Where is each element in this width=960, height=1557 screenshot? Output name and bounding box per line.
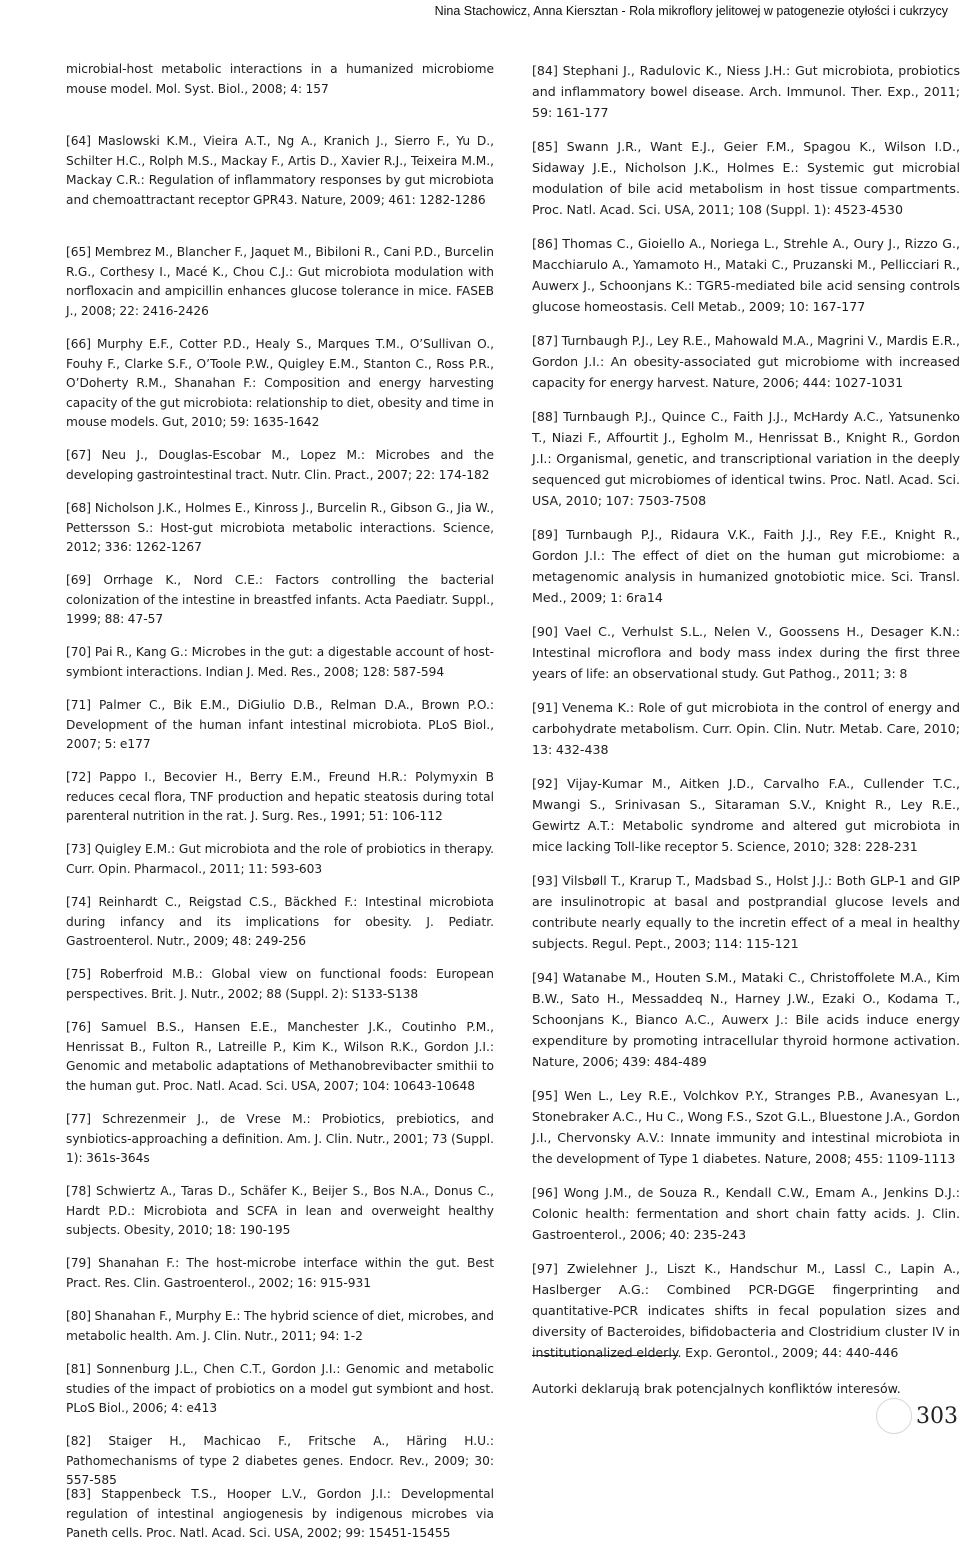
reference-78: [78] Schwiertz A., Taras D., Schäfer K., Beijer S., Bos N.A., Donus C., Hardt P.D.: Microbiota and SCFA in lean and overweight healthy subjects. Obesity, 2010; 18: 190-195 [66, 1184, 494, 1237]
reference-72: [72] Pappo I., Becovier H., Berry E.M., Freund H.R.: Polymyxin B reduces cecal flora, TNF production and hepatic steatosis during total parenteral nutrition in the rat. J. Surg. Res., 1991; 51: 106-112 [66, 770, 494, 823]
reference-88: [88] Turnbaugh P.J., Quince C., Faith J.J., McHardy A.C., Yatsunenko T., Niazi F., Affourtit J., Egholm M., Henrissat B., Knight R., Gordon J.I.: Organismal, genetic, and transcriptional variation in the deeply sequenced gut microbiomes of identical twins. Proc. Natl. Acad. Sci. USA, 2010; 107: 7503-7508 [532, 409, 960, 508]
reference-87: [87] Turnbaugh P.J., Ley R.E., Mahowald M.A., Magrini V., Mardis E.R., Gordon J.I.: An obesity-associated gut microbiome with increased capacity for energy harvest. Nature, 2006; 444: 1027-1031 [532, 333, 960, 390]
reference-column-right [532, 60, 960, 1399]
reference-92: [92] Vijay-Kumar M., Aitken J.D., Carvalho F.A., Cullender T.C., Mwangi S., Srinivasan S., Sitaraman S.V., Knight R., Ley R.E., Gewirtz A.T.: Metabolic syndrome and altered gut microbiota in mice lacking Toll-like receptor 5. Science, 2010; 328: 228-231 [532, 776, 960, 854]
reference-74: [74] Reinhardt C., Reigstad C.S., Bäckhed F.: Intestinal microbiota during infancy and its implications for obesity. J. Pediatr. Gastroenterol. Nutr., 2009; 48: 249-256 [66, 895, 494, 948]
reference-82: [82] Staiger H., Machicao F., Fritsche A., Häring H.U.: Pathomechanisms of type 2 diabetes genes. Endocr. Rev., 2009; 30: 557-585 [66, 1434, 494, 1487]
reference-84: [84] Stephani J., Radulovic K., Niess J.H.: Gut microbiota, probiotics and inflammatory bowel disease. Arch. Immunol. Ther. Exp., 2011; 59: 161-177 [532, 63, 960, 120]
reference-76: [76] Samuel B.S., Hansen E.E., Manchester J.K., Coutinho P.M., Henrissat B., Fulton R., Latreille P., Kim K., Wilson R.K., Gordon J.I.: Genomic and metabolic adaptations of Methanobrevibacter smithii to the human gut. Proc. Natl. Acad. Sci. USA, 2007; 104: 10643-10648 [66, 1020, 494, 1093]
reference-75: [75] Roberfroid M.B.: Global view on functional foods: European perspectives. Brit. J. Nutr., 2002; 88 (Suppl. 2): S133-S138 [66, 967, 494, 1001]
reference-65: [65] Membrez M., Blancher F., Jaquet M., Bibiloni R., Cani P.D., Burcelin R.G., Corthesy I., Macé K., Chou C.J.: Gut microbiota modulation with norfloxacin and ampicillin enhances glucose tolerance in mice. FASEB J., 2008; 22: 2416-2426 [66, 245, 494, 318]
reference-85: [85] Swann J.R., Want E.J., Geier F.M., Spagou K., Wilson I.D., Sidaway J.E., Nicholson J.K., Holmes E.: Systemic gut microbial modulation of bile acid metabolism in host tissue compartments. Proc. Natl. Acad. Sci. USA, 2011; 108 (Suppl. 1): 4523-4530 [532, 139, 960, 217]
reference-66: [66] Murphy E.F., Cotter P.D., Healy S., Marques T.M., O’Sullivan O., Fouhy F., Clarke S.F., O’Toole P.W., Quigley E.M., Stanton C., Ross P.R., O’Doherty R.M., Shanahan F.: Composition and energy harvesting capacity of the gut microbiota: relationship to diet, obesity and time in mouse models. Gut, 2010; 59: 1635-1642 [66, 337, 494, 429]
reference-97: [97] Zwielehner J., Liszt K., Handschur M., Lassl C., Lapin A., Haslberger A.G.: Combined PCR-DGGE fingerprinting and quantitative-PCR indicates shifts in fecal population sizes and diversity of Bacteroides, bifidobacteria and Clostridium cluster IV in institutionalized elderly. Exp. Gerontol., 2009; 44: 440-446 [532, 1261, 960, 1360]
conflict-of-interest-declaration: Autorki deklarują brak potencjalnych konfliktów interesów. [532, 1381, 901, 1396]
reference-71: [71] Palmer C., Bik E.M., DiGiulio D.B., Relman D.A., Brown P.O.: Development of the human infant intestinal microbiota. PLoS Biol., 2007; 5: e177 [66, 698, 494, 751]
reference-93: [93] Vilsbøll T., Krarup T., Madsbad S., Holst J.J.: Both GLP-1 and GIP are insulinotropic at basal and postprandial glucose levels and contribute nearly equally to the incretin effect of a meal in healthy subjects. Regul. Pept., 2003; 114: 115-121 [532, 873, 960, 951]
reference-69: [69] Orrhage K., Nord C.E.: Factors controlling the bacterial colonization of the intestine in breastfed infants. Acta Paediatr. Suppl., 1999; 88: 47-57 [66, 573, 494, 626]
reference-79: [79] Shanahan F.: The host-microbe interface within the gut. Best Pract. Res. Clin. Gastroenterol., 2002; 16: 915-931 [66, 1256, 494, 1290]
reference-80: [80] Shanahan F., Murphy E.: The hybrid science of diet, microbes, and metabolic health. Am. J. Clin. Nutr., 2011; 94: 1-2 [66, 1309, 494, 1343]
reference-89: [89] Turnbaugh P.J., Ridaura V.K., Faith J.J., Rey F.E., Knight R., Gordon J.I.: The effect of diet on the human gut microbiome: a metagenomic analysis in humanized gnotobiotic mice. Sci. Transl. Med., 2009; 1: 6ra14 [532, 527, 960, 605]
reference-77: [77] Schrezenmeir J., de Vrese M.: Probiotics, prebiotics, and synbiotics-approaching a definition. Am. J. Clin. Nutr., 2001; 73 (Suppl. 1): 361s-364s [66, 1112, 494, 1165]
reference-94: [94] Watanabe M., Houten S.M., Mataki C., Christoffolete M.A., Kim B.W., Sato H., Messaddeq N., Harney J.W., Ezaki O., Kodama T., Schoonjans K., Bianco A.C., Auwerx J.: Bile acids induce energy expenditure by promoting intracellular thyroid hormone activation. Nature, 2006; 439: 484-489 [532, 970, 960, 1069]
reference-83: [83] Stappenbeck T.S., Hooper L.V., Gordon J.I.: Developmental regulation of intestinal angiogenesis by indigenous microbes via Paneth cells. Proc. Natl. Acad. Sci. USA, 2002; 99: 15451-15455 [66, 1487, 494, 1540]
reference-column-left [66, 60, 494, 1557]
publisher-logo-icon [876, 1398, 912, 1434]
reference-91: [91] Venema K.: Role of gut microbiota in the control of energy and carbohydrate metabolism. Curr. Opin. Clin. Nutr. Metab. Care, 2010; 13: 432-438 [532, 700, 960, 757]
reference-73: [73] Quigley E.M.: Gut microbiota and the role of probiotics in therapy. Curr. Opin. Pharmacol., 2011; 11: 593-603 [66, 842, 494, 876]
reference-64: [64] Maslowski K.M., Vieira A.T., Ng A., Kranich J., Sierro F., Yu D., Schilter H.C., Rolph M.S., Mackay F., Artis D., Xavier R.J., Teixeira M.M., Mackay C.R.: Regulation of inflammatory responses by gut microbiota and chemoattractant receptor GPR43. Nature, 2009; 461: 1282-1286 [66, 134, 494, 207]
running-header: Nina Stachowicz, Anna Kiersztan - Rola mikroflory jelitowej w patogenezie otyłości i cukrzycy [434, 4, 948, 18]
reference-81: [81] Sonnenburg J.L., Chen C.T., Gordon J.I.: Genomic and metabolic studies of the impact of probiotics on a model gut symbiont and host. PLoS Biol., 2006; 4: e413 [66, 1362, 494, 1415]
reference-90: [90] Vael C., Verhulst S.L., Nelen V., Goossens H., Desager K.N.: Intestinal microflora and body mass index during the first three years of life: an observational study. Gut Pathog., 2011; 3: 8 [532, 624, 960, 681]
reference-continuation: microbial-host metabolic interactions in a humanized microbiome mouse model. Mol. Syst. Biol., 2008; 4: 157 [66, 62, 494, 96]
reference-68: [68] Nicholson J.K., Holmes E., Kinross J., Burcelin R., Gibson G., Jia W., Pettersson S.: Host-gut microbiota metabolic interactions. Science, 2012; 336: 1262-1267 [66, 501, 494, 554]
reference-86: [86] Thomas C., Gioiello A., Noriega L., Strehle A., Oury J., Rizzo G., Macchiarulo A., Yamamoto H., Mataki C., Pruzanski M., Pellicciari R., Auwerx J., Schoonjans K.: TGR5-mediated bile acid sensing controls glucose homeostasis. Cell Metab., 2009; 10: 167-177 [532, 236, 960, 314]
reference-70: [70] Pai R., Kang G.: Microbes in the gut: a digestable account of host-symbiont interactions. Indian J. Med. Res., 2008; 128: 587-594 [66, 645, 494, 679]
page-number: 303 [916, 1404, 958, 1429]
reference-95: [95] Wen L., Ley R.E., Volchkov P.Y., Stranges P.B., Avanesyan L., Stonebraker A.C., Hu C., Wong F.S., Szot G.L., Bluestone J.A., Gordon J.I., Chervonsky A.V.: Innate immunity and intestinal microbiota in the development of Type 1 diabetes. Nature, 2008; 455: 1109-1113 [532, 1088, 960, 1166]
reference-67: [67] Neu J., Douglas-Escobar M., Lopez M.: Microbes and the developing gastrointestinal tract. Nutr. Clin. Pract., 2007; 22: 174-182 [66, 448, 494, 482]
reference-96: [96] Wong J.M., de Souza R., Kendall C.W., Emam A., Jenkins D.J.: Colonic health: fermentation and short chain fatty acids. J. Clin. Gastroenterol., 2006; 40: 235-243 [532, 1185, 960, 1242]
